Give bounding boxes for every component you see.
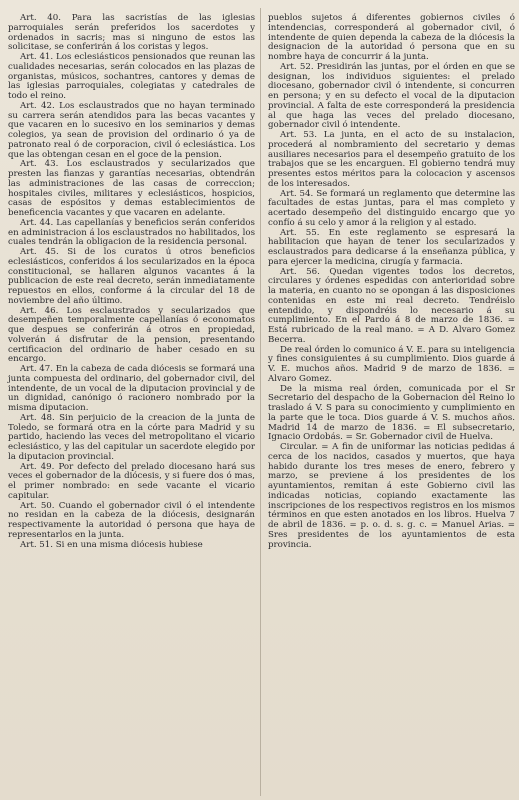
article-51-continuation: pueblos sujetos á diferentes gobiernos civiles ó intendencias, corresponderá al gobernador civil, ó intendente de quien dependa la cabeza de la diócesis la designacion de la autoridad ó persona que en su nombre haya de concurrir á la junta. — [268, 13, 515, 62]
royal-order-communication: De real órden lo comunico á V. E. para su inteligencia y fines consiguientes á su cumplimiento. Dios guarde á V. E. muchos años. Madrid 9 de marzo de 1836. = Alvaro Gomez. — [268, 344, 515, 384]
transfer-notice: De la misma real órden, comunicada por el Sr Secretario del despacho de la Gobernacion del Reino lo traslado á V. S para su conocimiento y cumplimiento en la parte que le toca. Dios guarde á V. S. muchos años. Madrid 14 de marzo de 1836. = El subsecretario, Ignacio Ordobás. = Sr. Gobernador civil de Huelva. — [268, 383, 515, 443]
article-54: Art. 54. Se formará un reglamento que determine las facultades de estas juntas, para el mas completo y acertado desempeño del distinguido encargo que yo confío á su celo y amor á la religion y al estado. — [268, 188, 515, 228]
article-53: Art. 53. La junta, en el acto de su instalacion, procederá al nombramiento del secretario y demas ausiliares necesarios para el desempeño gratuito de los trabajos que se les encarguen. El gobierno tendrá muy presentes estos méritos para la colocacion y ascensos de los interesados. — [268, 130, 515, 189]
article-49: Art. 49. Por defecto del prelado diocesano hará sus veces el gobernador de la diócesis, y si fuere dos ó mas, el primer nombrado: en sede vacante el vicario capitular. — [8, 461, 255, 501]
article-56: Art. 56. Quedan vigentes todos los decretos, circulares y órdenes espedidas con anterioridad sobre la materia, en cuanto no se opongan á las disposiciones contenidas en este mi real decreto. Tendréislo entendido, y dispondréis lo necesario á su cumplimiento. En el Pardo á 8 de marzo de 1836. = Está rubricado de la real mano. = A D. Alvaro Gomez Becerra. — [268, 266, 515, 345]
article-46: Art. 46. Los esclaustrados y secularizados que desempeñen temporalmente capellanías ó economatos que despues se conferirán á otros en propiedad, volverán á disfrutar de la pension, presentando certificacion del ordinario de haber cesado en su encargo. — [8, 305, 255, 365]
column-divider — [260, 8, 261, 796]
article-48: Art. 48. Sin perjuicio de la creacion de la junta de Toledo, se formará otra en la córte para Madrid y su partido, haciendo las veces del metropolitano el vicario eclesiástico, y las del capitular un sacerdote elegido por la diputacion provincial. — [8, 412, 255, 462]
circular-notice: Circular. = A fin de uniformar las noticias pedidas á cerca de los nacidos, casados y muertos, que haya habido durante los tres meses de enero, febrero y marzo, se previene á los presidentes de los ayuntamientos, remitan á este Gobierno civil las indicadas noticias, copiando exactamente las inscripciones de los respectivos registros en los mismos términos en que esten anotados en los libros. Huelva 7 de abril de 1836. = p. o. d. s. g. c. = Manuel Arias. = Sres presidentes de los ayuntamientos de esta provincia. — [268, 442, 515, 550]
article-51-start: Art. 51. Si en una misma diócesis hubiese — [20, 539, 203, 550]
article-52: Art. 52. Presidirán las juntas, por el órden en que se designan, los individuos siguientes: el prelado diocesano, gobernador civil ó intendente, si concurren en persona; y en su defecto el vocal de la diputacion provincial. A falta de este corresponderá la presidencia al que haga las veces del prelado diocesano, gobernador civil ó intendente. — [268, 61, 515, 131]
article-45: Art. 45. Si de los curatos ú otros beneficios eclesiásticos, conferidos á los secularizados en la época constitucional, se hallaren algunos vacantes á la publicacion de este real decreto, serán inmediatamente repuestos en ellos, conforme á la circular del 18 de noviembre del año último. — [8, 247, 255, 306]
article-42: Art. 42. Los esclaustrados que no hayan terminado su carrera serán atendidos para las becas vacantes y que vacaren en lo sucesivo en los seminarios y demas colegios, ya sean de provision del ordinario ó ya de patronato real ó de corporacion, civil ó eclesiástica. Los que las obtengan cesan en el goce de la pension. — [8, 100, 255, 160]
article-43: Art. 43. Los esclaustrados y secularizados que presten las fianzas y garantías necesarias, obtendrán las administraciones de las casas de correccion; hospitales civiles, militares y eclesiásticos, hospicios, casas de espósitos y demas establecimientos de beneficencia vacantes y que vacaren en adelante. — [8, 159, 255, 218]
left-column — [8, 14, 255, 550]
article-47: Art. 47. En la cabeza de cada diócesis se formará una junta compuesta del ordinario, del gobernador civil, del intendente, de un vocal de la diputacion provincial y de un dignidad, canónigo ó racionero nombrado por la misma diputacion. — [8, 364, 255, 413]
article-41: Art. 41. Los eclesiásticos pensionados que reunan las cualidades necesarias, serán colocados en las plazas de organistas, músicos, sochantres, cantores y demas de las iglesias parroquiales, colegiatas y catedrales de todo el reino. — [8, 52, 255, 101]
article-40: Art. 40. Para las sacristías de las iglesias parroquiales serán preferidos los sacerdotes y ordenados in sacris; mas si ninguno de estos las solicitase, se conferirán á los coristas y legos. — [8, 13, 255, 53]
article-55: Art. 55. En este reglamento se espresará la habilitacion que hayan de tener los secularizados y esclaustrados para dedicarse á la enseñanza pública, y para ejercer la medicina, cirugía y farmacia. — [268, 227, 515, 267]
article-50: Art. 50. Cuando el gobernador civil ó el intendente no residan en la cabeza de la diócesis, designarán respectivamente la autoridad ó persona que haya de representarlos en la junta. — [8, 500, 255, 540]
right-column — [268, 14, 515, 550]
article-44: Art. 44. Las capellanías y beneficios serán conferidos en administracion á los esclaustrados no habilitados, los cuales tendrán la obligacion de la residencia personal. — [8, 217, 256, 248]
